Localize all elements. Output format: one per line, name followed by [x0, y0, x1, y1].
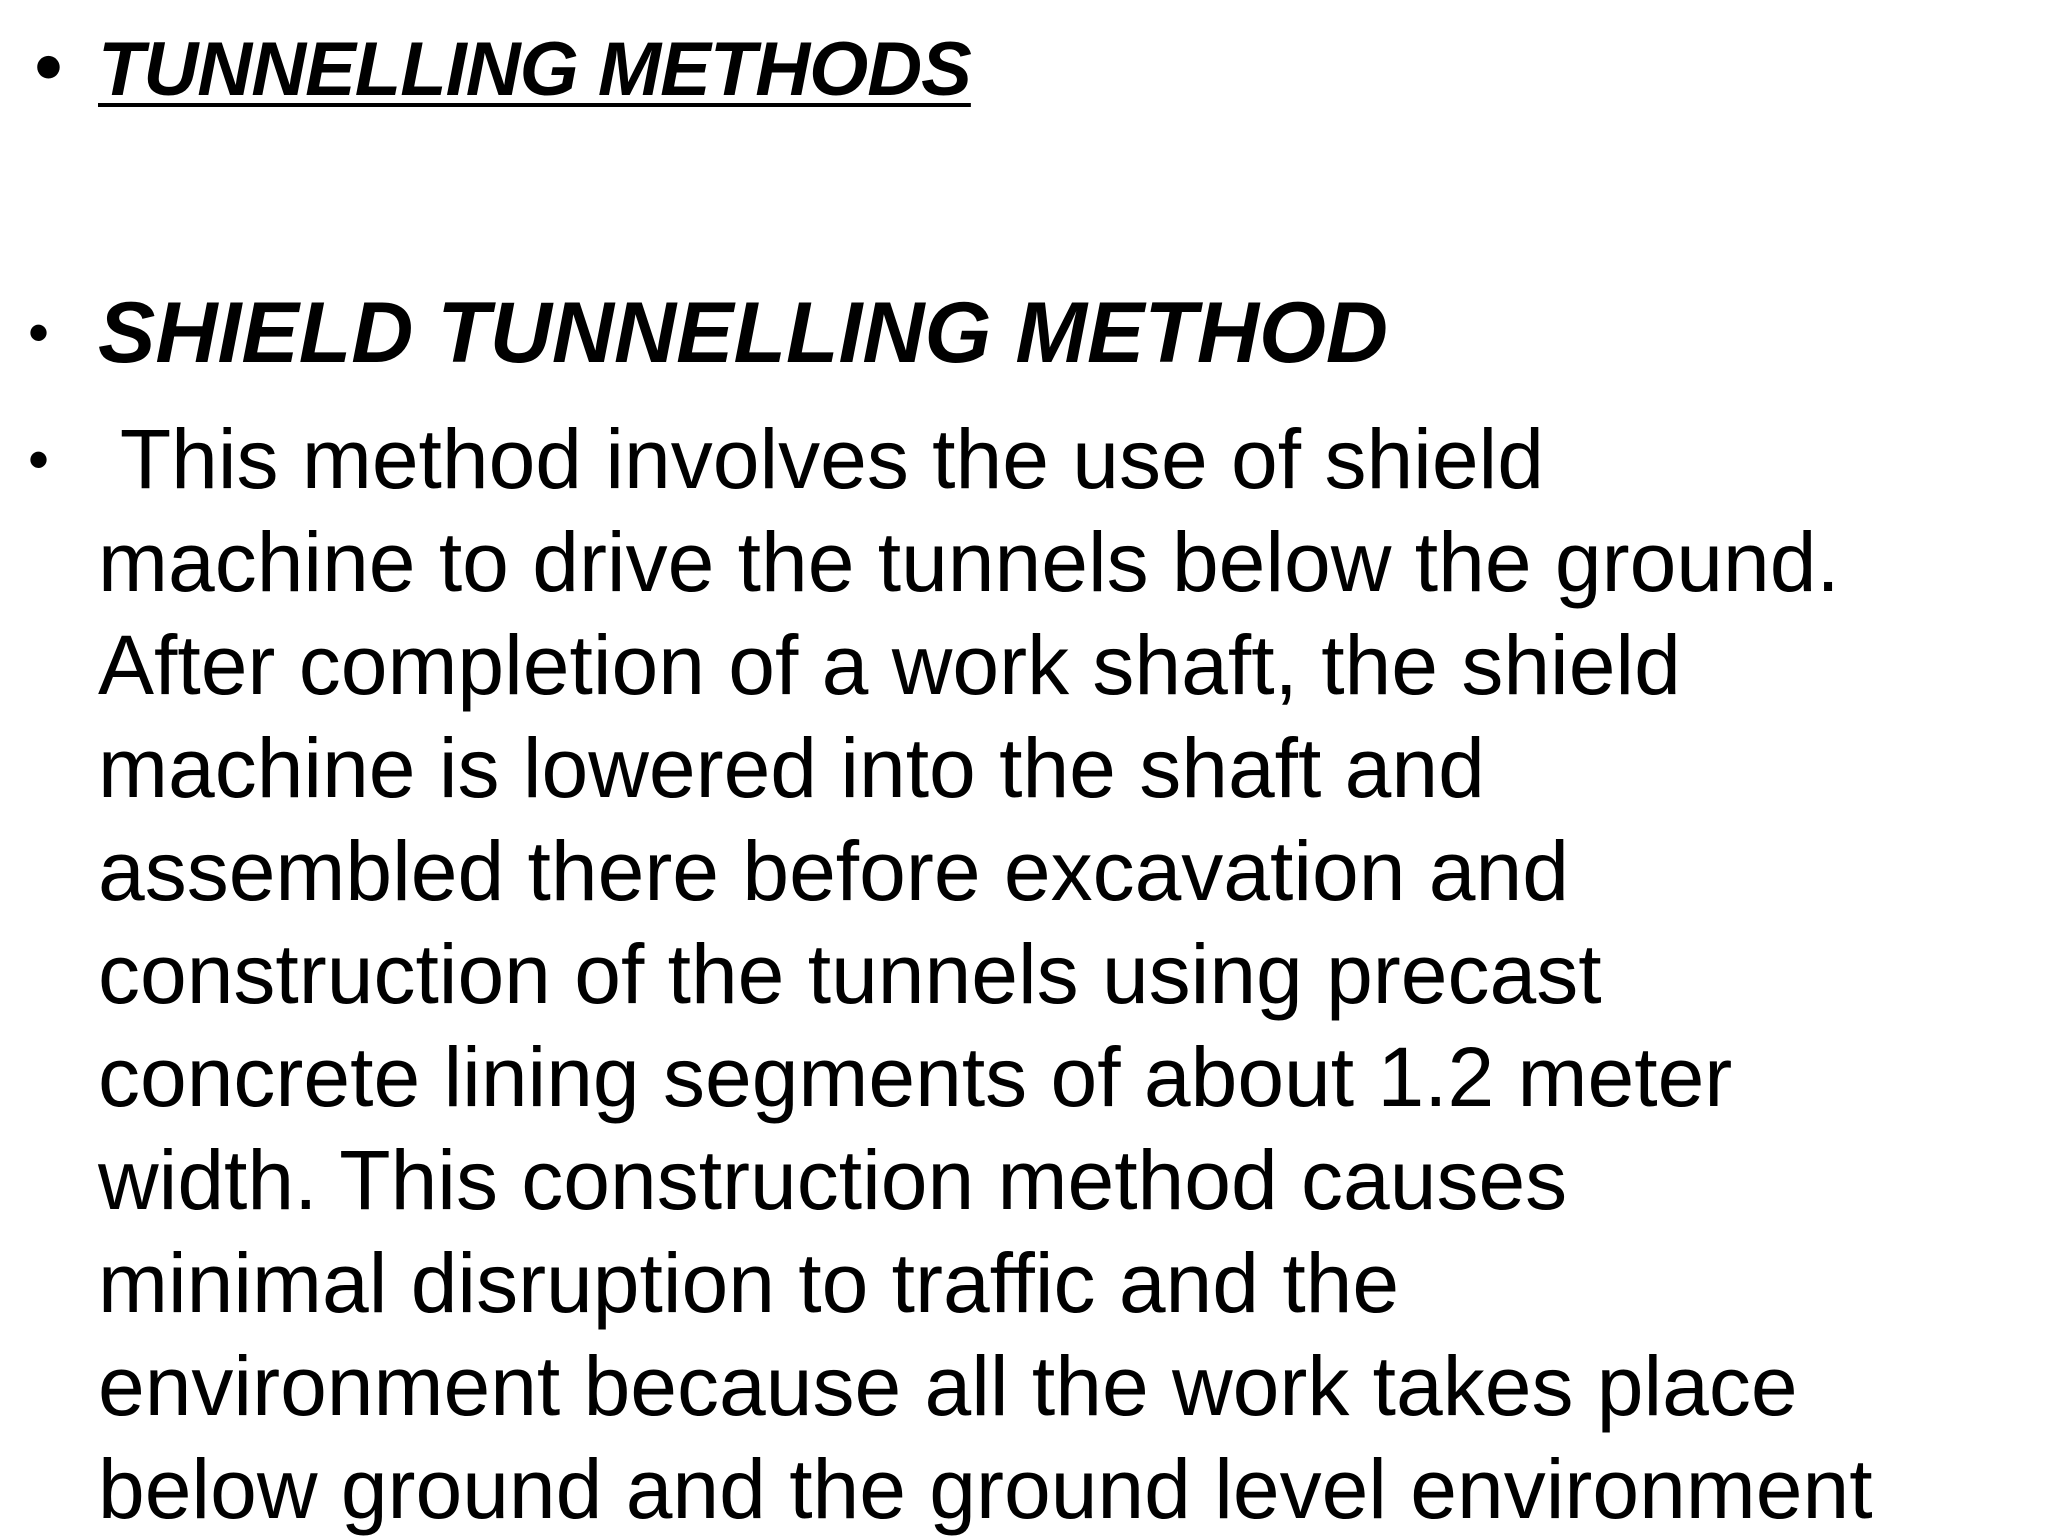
- subheading-item: [0, 283, 2048, 383]
- body-line: width. This construction method causes: [98, 1133, 1568, 1227]
- section-title: SHIELD TUNNELLING METHOD: [98, 285, 1388, 381]
- bullet-icon: •: [28, 33, 69, 107]
- heading-item: [0, 22, 2048, 122]
- body-line: assembled there before excavation and: [98, 824, 1569, 918]
- body-line: concrete lining segments of about 1.2 meter: [98, 1030, 1733, 1124]
- body-line: below ground and the ground level environment: [98, 1442, 1873, 1536]
- body-line: minimal disruption to traffic and the: [98, 1236, 1400, 1330]
- body-line: machine to drive the tunnels below the ground.: [98, 515, 1840, 609]
- body-paragraph: [98, 408, 2028, 1536]
- body-line: machine is lowered into the shaft and: [98, 721, 1485, 815]
- body-line: environment because all the work takes place: [98, 1339, 1798, 1433]
- bullet-icon: •: [28, 299, 50, 366]
- body-line: This method involves the use of shield: [98, 412, 1544, 506]
- bullet-icon: •: [28, 426, 50, 493]
- body-line: construction of the tunnels using precast: [98, 927, 1602, 1021]
- slide-heading: TUNNELLING METHODS: [98, 27, 971, 112]
- body-line: After completion of a work shaft, the shield: [98, 618, 1681, 712]
